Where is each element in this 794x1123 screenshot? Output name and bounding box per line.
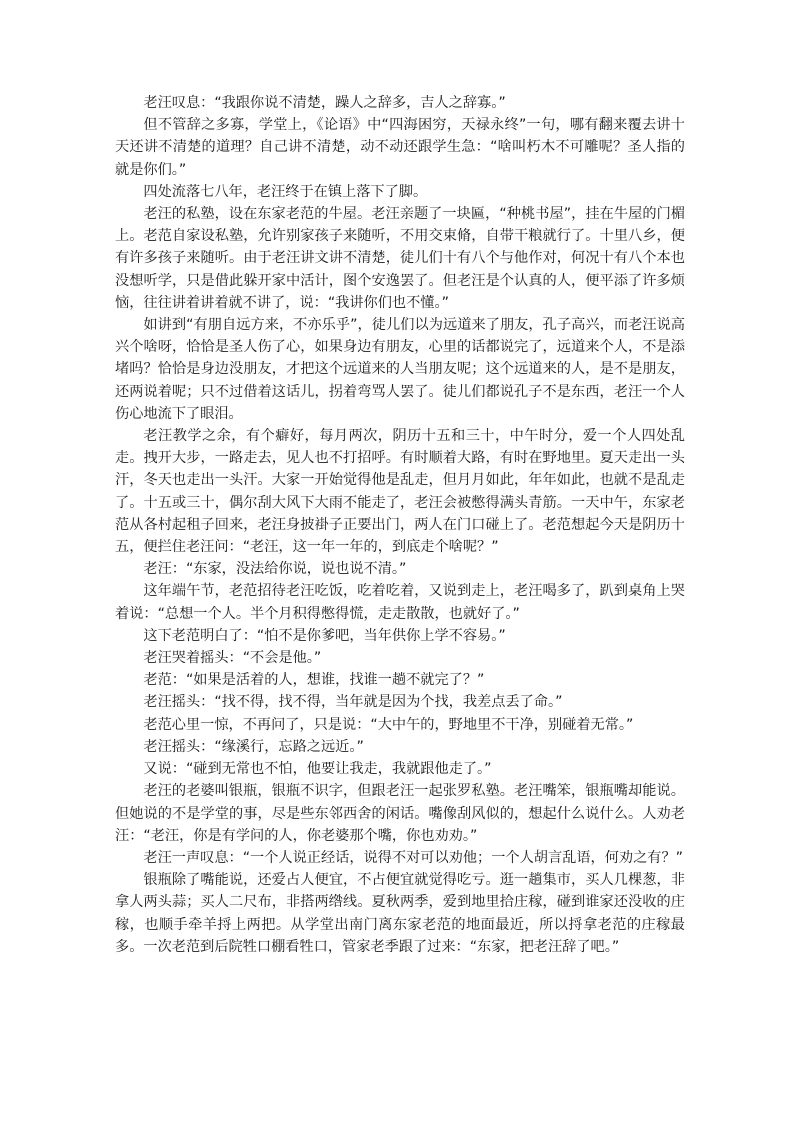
paragraph: 老范心里一惊，不再问了，只是说：“大中午的，野地里不干净，别碰着无常。” [143, 716, 634, 733]
document-page [115, 92, 685, 958]
paragraph: 老汪摇头：“缘溪行，忘路之远近。” [143, 738, 364, 755]
paragraph: 这年端午节，老范招待老汪吃饭，吃着吃着，又说到走上，老汪喝多了，趴到桌角上哭着说：“总想一个人。半个月积得憋得慌，走走散散，也就好了。” [115, 583, 685, 622]
paragraph: 老汪摇头：“找不得，找不得，当年就是因为个找，我差点丢了命。” [143, 694, 563, 711]
paragraph: 这下老范明白了：“怕不是你爹吧，当年供你上学不容易。” [143, 627, 506, 644]
paragraph: 如讲到“有朋自远方来，不亦乐乎”，徒儿们以为远道来了朋友，孔子高兴，而老汪说高兴个啥呀，恰恰是圣人伤了心，如果身边有朋友，心里的话都说完了，远道来个人，不是添堵吗？恰恰是身边没朋友，才把这个远道来的人当朋友呢；这个远道来的人，是不是朋友，还两说着呢；只不过借着这话儿，拐着弯骂人罢了。徒儿们都说孔子不是东西，老汪一个人伤心地流下了眼泪。 [115, 317, 685, 422]
paragraph: 但不管辞之多寡，学堂上，《论语》中“四海困穷，天禄永终”一句，哪有翻来覆去讲十天还讲不清楚的道理？自己讲不清楚，动不动还跟学生急：“啥叫朽木不可雕呢？圣人指的就是你们。” [115, 117, 685, 178]
paragraph: 老汪的老婆叫银瓶，银瓶不识字，但跟老汪一起张罗私塾。老汪嘴笨，银瓶嘴却能说。但她说的不是学堂的事，尽是些东邻西舍的闲话。嘴像刮风似的，想起什么说什么。人劝老汪：“老汪，你是有学问的人，你老婆那个嘴，你也劝劝。” [115, 783, 685, 844]
paragraph: 老范：“如果是活着的人，想谁，找谁一趟不就完了？” [143, 672, 485, 689]
paragraph: 又说：“碰到无常也不怕，他要让我走，我就跟他走了。” [143, 761, 492, 778]
paragraph: 老汪叹息：“我跟你说不清楚，躁人之辞多，吉人之辞寡。” [143, 95, 506, 111]
paragraph: 老汪的私塾，设在东家老范的牛屋。老汪亲题了一块匾，“种桃书屋”，挂在牛屋的门楣上。老范自家设私塾，允许别家孩子来随听，不用交束脩，自带干粮就行了。十里八乡，便有许多孩子来随听。由于老汪讲文讲不清楚，徒儿们十有八个与他作对，何况十有八个本也没想听学，只是借此躲开家中活计，图个安逸罢了。但老汪是个认真的人，便平添了许多烦恼，往往讲着讲着就不讲了，说：“我讲你们也不懂。” [115, 206, 685, 311]
paragraph: 老汪：“东家，没法给你说，说也说不清。” [143, 561, 407, 578]
paragraph: 老汪哭着摇头：“不会是他。” [143, 650, 322, 667]
paragraph: 老汪教学之余，有个癖好，每月两次，阴历十五和三十，中午时分，爱一个人四处乱走。拽开大步，一路走去，见人也不打招呼。有时顺着大路，有时在野地里。夏天走出一头汗，冬天也走出一头汗。大家一开始觉得他是乱走，但月月如此，年年如此，也就不是乱走了。十五或三十，偶尔刮大风下大雨不能走了，老汪会被憋得满头青筋。一天中午，东家老范从各村起租子回来，老汪身披褂子正要出门，两人在门口碰上了。老范想起今天是阴历十五，便拦住老汪问：“老汪，这一年一年的，到底走个啥呢？” [115, 428, 685, 556]
paragraph: 银瓶除了嘴能说，还爱占人便宜，不占便宜就觉得吃亏。逛一趟集市，买人几棵葱，非拿人两头蒜；买人二尺布，非搭两绺线。夏秋两季，爱到地里拾庄稼，碰到谁家还没收的庄稼，也顺手牵羊捋上两把。从学堂出南门离东家老范的地面最近，所以捋拿老范的庄稼最多。一次老范到后院牲口棚看牲口，管家老季跟了过来：“东家，把老汪辞了吧。” [115, 872, 685, 955]
paragraph: 老汪一声叹息：“一个人说正经话，说得不对可以劝他；一个人胡言乱语，何劝之有？” [143, 849, 684, 866]
paragraph: 四处流落七八年，老汪终于在镇上落下了脚。 [143, 183, 428, 200]
